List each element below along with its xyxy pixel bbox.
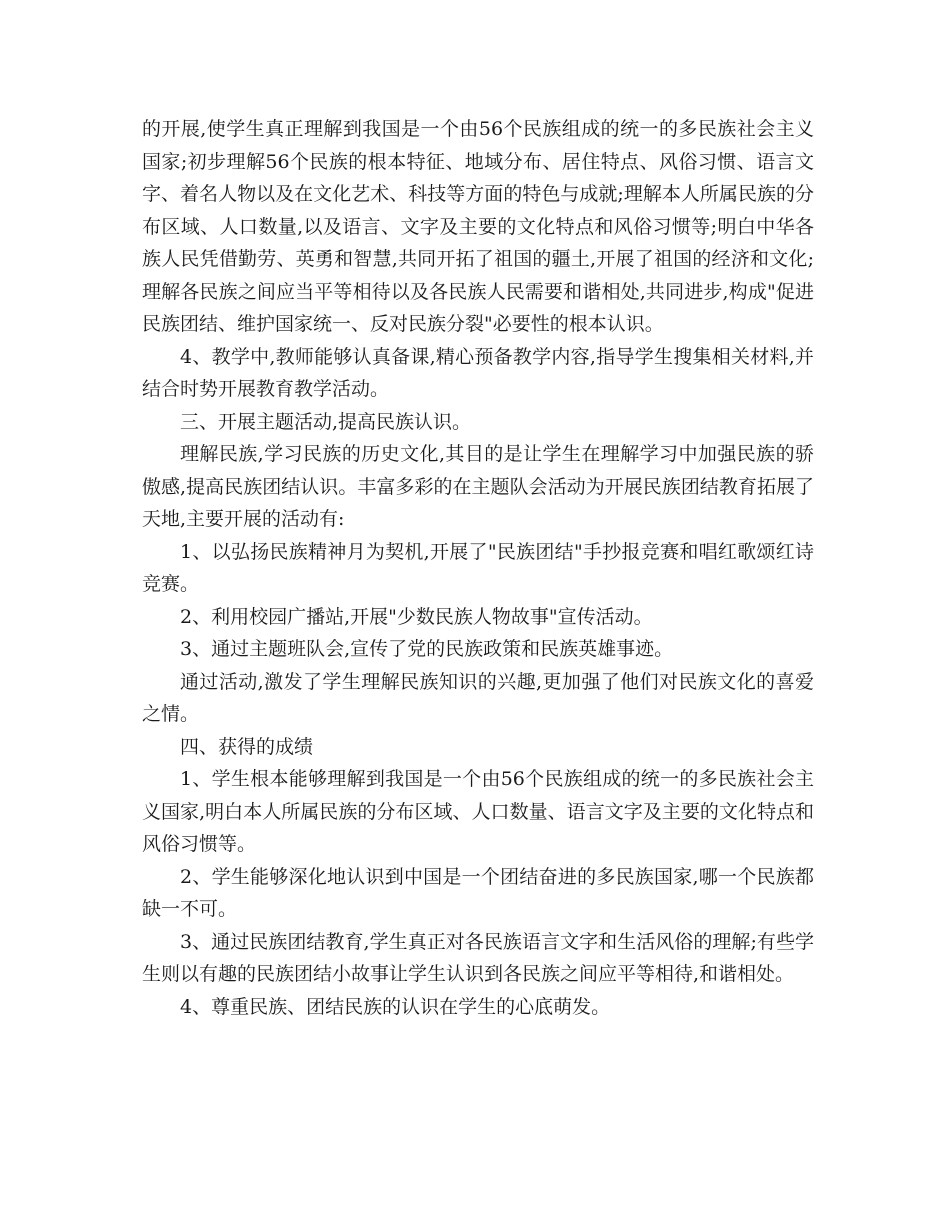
list-item-result-4: 4、尊重民族、团结民族的认识在学生的心底萌发。 (180, 995, 611, 1018)
list-item-result-3: 3、通过民族团结教育,学生真正对各民族语言文字和生活风俗的理解;有些学生则以有趣的民族团结小故事让学生认识到各民族之间应平等相待,和谐相处。 (142, 930, 815, 985)
list-item-activity-2: 2、利用校园广播站,开展"少数民族人物故事"宣传活动。 (180, 605, 653, 628)
paragraph-1: 4、教学中,教师能够认真备课,精心预备教学内容,指导学生搜集相关材料,并结合时势开展教育教学活动。 (142, 345, 814, 400)
list-item-activity-3: 3、通过主题班队会,宣传了党的民族政策和民族英雄事迹。 (180, 638, 674, 660)
paragraph-0: 的开展,使学生真正理解到我国是一个由56个民族组成的统一的多民族社会主义国家;初步理解56个民族的根本特征、地域分布、居住特点、风俗习惯、语言文字、着名人物以及在文化艺术、科技等方面的特色与成就;理解本人所属民族的分布区域、人口数量,以及语言、文字及主要的文化特点和风俗习惯等;明白中华各族人民凭借勤劳、英勇和智慧,共同开拓了祖国的疆土,开展了祖国的经济和文化;理解各民族之间应当平等相待以及各民族人民需要和谐相处,共同进步,构成"促进民族团结、维护国家统一、反对民族分裂"必要性的根本认识。 (142, 118, 814, 335)
section-heading-3: 三、开展主题活动,提高民族认识。 (180, 410, 472, 433)
paragraph-3: 理解民族,学习民族的历史文化,其目的是让学生在理解学习中加强民族的骄傲感,提高民族团结认识。丰富多彩的在主题队会活动为开展民族团结教育拓展了天地,主要开展的活动有: (142, 443, 814, 530)
list-item-result-2: 2、学生能够深化地认识到中国是一个团结奋进的多民族国家,哪一个民族都缺一不可。 (142, 865, 814, 920)
list-item-activity-1: 1、以弘扬民族精神月为契机,开展了"民族团结"手抄报竞赛和唱红歌颂红诗竞赛。 (142, 540, 814, 595)
section-heading-4: 四、获得的成绩 (180, 735, 314, 758)
paragraph-7: 通过活动,激发了学生理解民族知识的兴趣,更加强了他们对民族文化的喜爱之情。 (142, 670, 814, 725)
document-body (142, 113, 814, 1023)
list-item-result-1: 1、学生根本能够理解到我国是一个由56个民族组成的统一的多民族社会主义国家,明白本人所属民族的分布区域、人口数量、语言文字及主要的文化特点和风俗习惯等。 (142, 768, 814, 855)
